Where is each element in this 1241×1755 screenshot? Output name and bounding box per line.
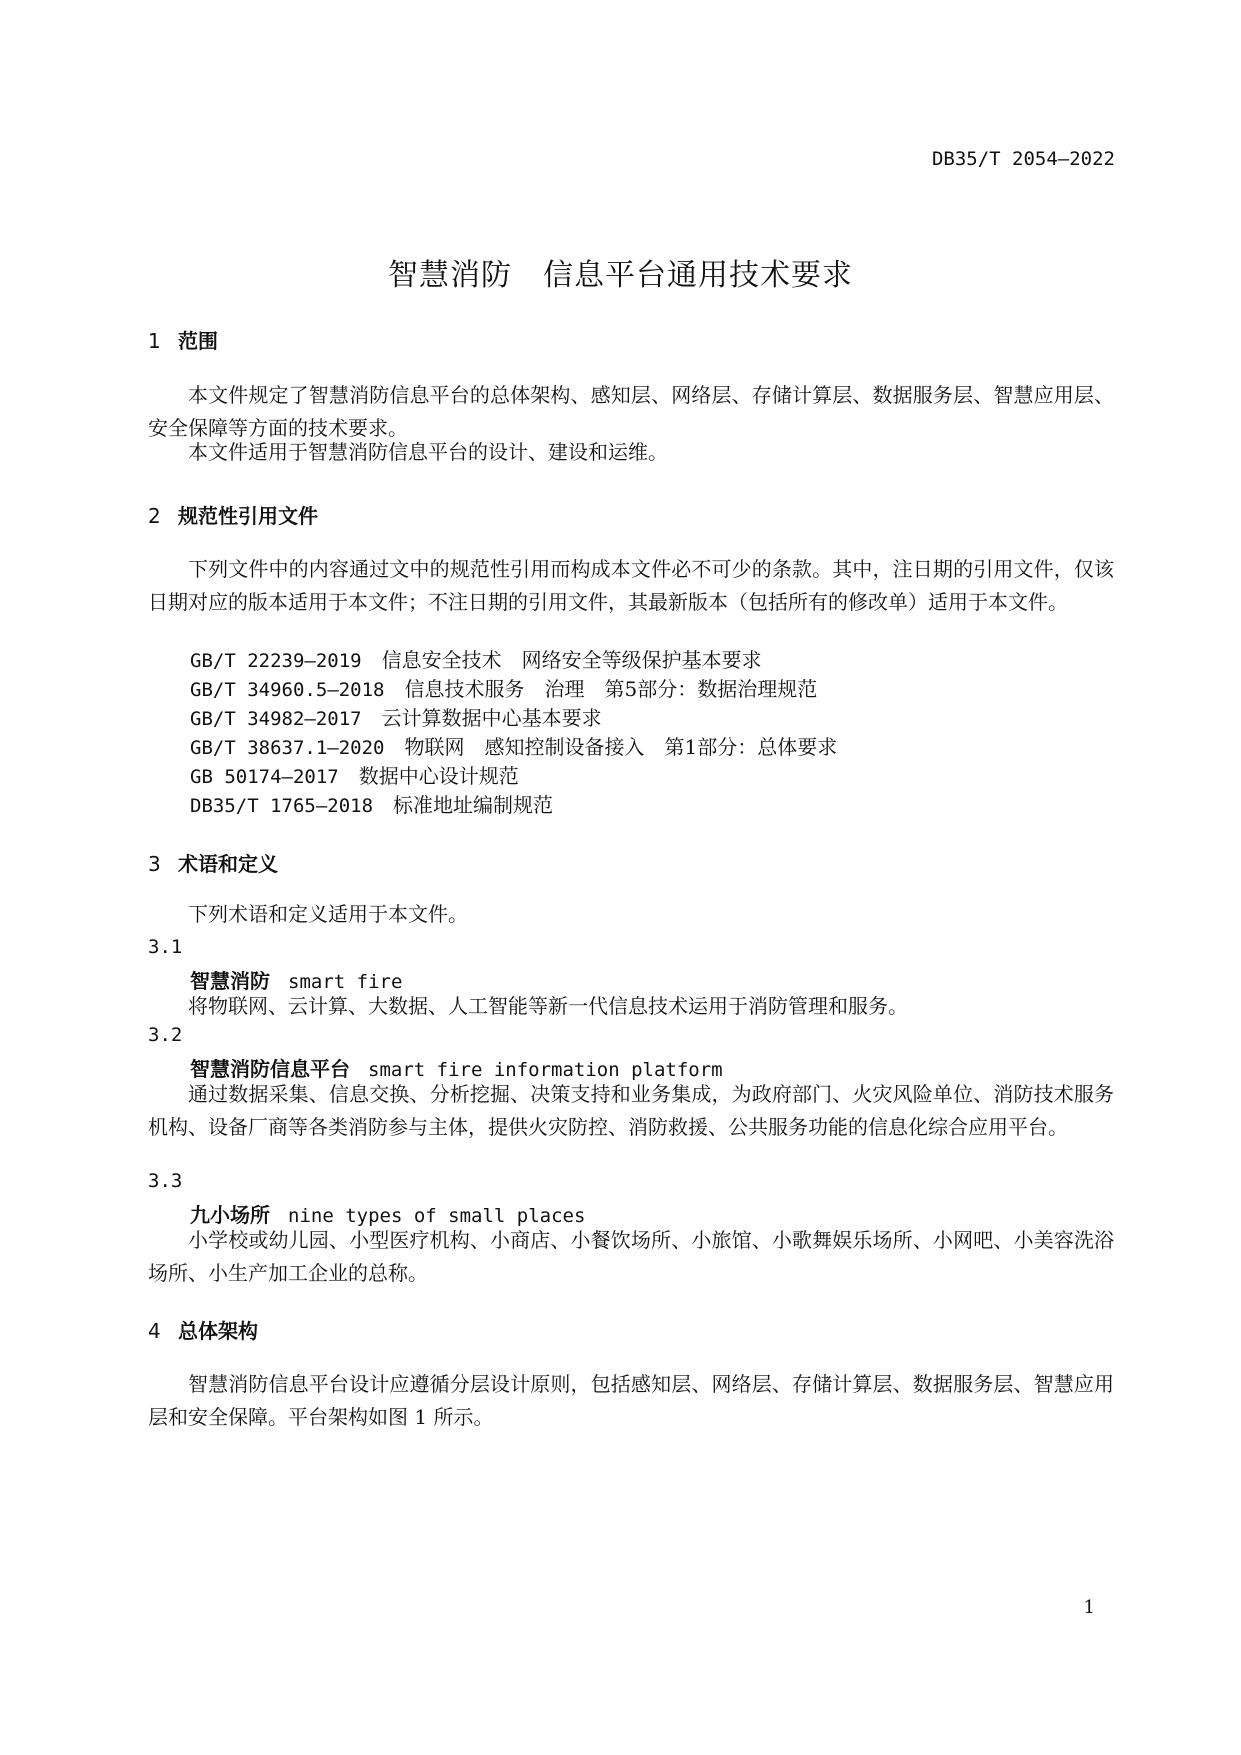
section-4-paragraph-1: 智慧消防信息平台设计应遵循分层设计原则，包括感知层、网络层、存储计算层、数据服务层、智慧应用层和安全保障。平台架构如图 1 所示。 [148, 1372, 1114, 1429]
clause-number: 3.3 [148, 1170, 183, 1192]
section-4-heading [148, 1315, 258, 1344]
section-title: 术语和定义 [178, 852, 278, 876]
term-zh: 九小场所 [190, 1203, 270, 1227]
section-number: 1 [148, 329, 161, 353]
section-number: 2 [148, 504, 161, 528]
section-1-heading [148, 325, 218, 354]
term-en: smart fire information platform [368, 1059, 723, 1081]
section-3-intro: 下列术语和定义适用于本文件。 [188, 902, 468, 926]
reference-code: GB/T 34982—2017 [190, 708, 362, 730]
page-number: 1 [1083, 1597, 1095, 1618]
clause-number: 3.2 [148, 1024, 183, 1046]
reference-item [190, 760, 519, 789]
reference-title: 信息技术服务 治理 第5部分：数据治理规范 [404, 677, 818, 701]
document-title: 智慧消防 信息平台通用技术要求 [388, 258, 853, 293]
term-definition: 小学校或幼儿园、小型医疗机构、小商店、小餐饮场所、小旅馆、小歌舞娱乐场所、小网吧、小美容洗浴场所、小生产加工企业的总称。 [148, 1228, 1114, 1285]
term-en: nine types of small places [288, 1205, 586, 1227]
term-definition: 将物联网、云计算、大数据、人工智能等新一代信息技术运用于消防管理和服务。 [188, 994, 908, 1018]
section-2-heading [148, 500, 318, 529]
reference-title: 信息安全技术 网络安全等级保护基本要求 [381, 648, 762, 672]
reference-item [190, 702, 602, 731]
reference-item [190, 789, 553, 818]
section-number: 3 [148, 852, 161, 876]
clause-number: 3.1 [148, 936, 183, 958]
reference-code: GB/T 38637.1—2020 [190, 737, 385, 759]
section-2-paragraph-1: 下列文件中的内容通过文中的规范性引用而构成本文件必不可少的条款。其中，注日期的引用文件，仅该日期对应的版本适用于本文件；不注日期的引用文件，其最新版本（包括所有的修改单）适用于本文件。 [148, 557, 1114, 614]
section-title: 范围 [178, 329, 218, 353]
reference-title: 云计算数据中心基本要求 [381, 706, 602, 730]
reference-item [190, 644, 762, 673]
term-zh: 智慧消防 [190, 969, 270, 993]
reference-title: 数据中心设计规范 [358, 764, 519, 788]
document-code: DB35/T 2054—2022 [931, 148, 1115, 170]
reference-code: DB35/T 1765—2018 [190, 795, 374, 817]
reference-title: 物联网 感知控制设备接入 第1部分：总体要求 [404, 735, 838, 759]
reference-title: 标准地址编制规范 [393, 793, 554, 817]
reference-item [190, 673, 817, 702]
section-1-paragraph-2: 本文件适用于智慧消防信息平台的设计、建设和运维。 [188, 440, 668, 464]
reference-code: GB/T 22239—2019 [190, 650, 362, 672]
section-title: 总体架构 [178, 1319, 258, 1343]
section-number: 4 [148, 1319, 161, 1343]
section-title: 规范性引用文件 [178, 504, 318, 528]
section-3-heading [148, 848, 278, 877]
term-definition: 通过数据采集、信息交换、分析挖掘、决策支持和业务集成，为政府部门、火灾风险单位、消防技术服务机构、设备厂商等各类消防参与主体，提供火灾防控、消防救援、公共服务功能的信息化综合应用平台。 [148, 1082, 1114, 1139]
term-zh: 智慧消防信息平台 [190, 1057, 350, 1081]
reference-code: GB/T 34960.5—2018 [190, 679, 385, 701]
reference-item [190, 731, 837, 760]
term-en: smart fire [288, 971, 403, 993]
reference-code: GB 50174—2017 [190, 766, 339, 788]
section-1-paragraph-1: 本文件规定了智慧消防信息平台的总体架构、感知层、网络层、存储计算层、数据服务层、智慧应用层、安全保障等方面的技术要求。 [148, 383, 1114, 440]
